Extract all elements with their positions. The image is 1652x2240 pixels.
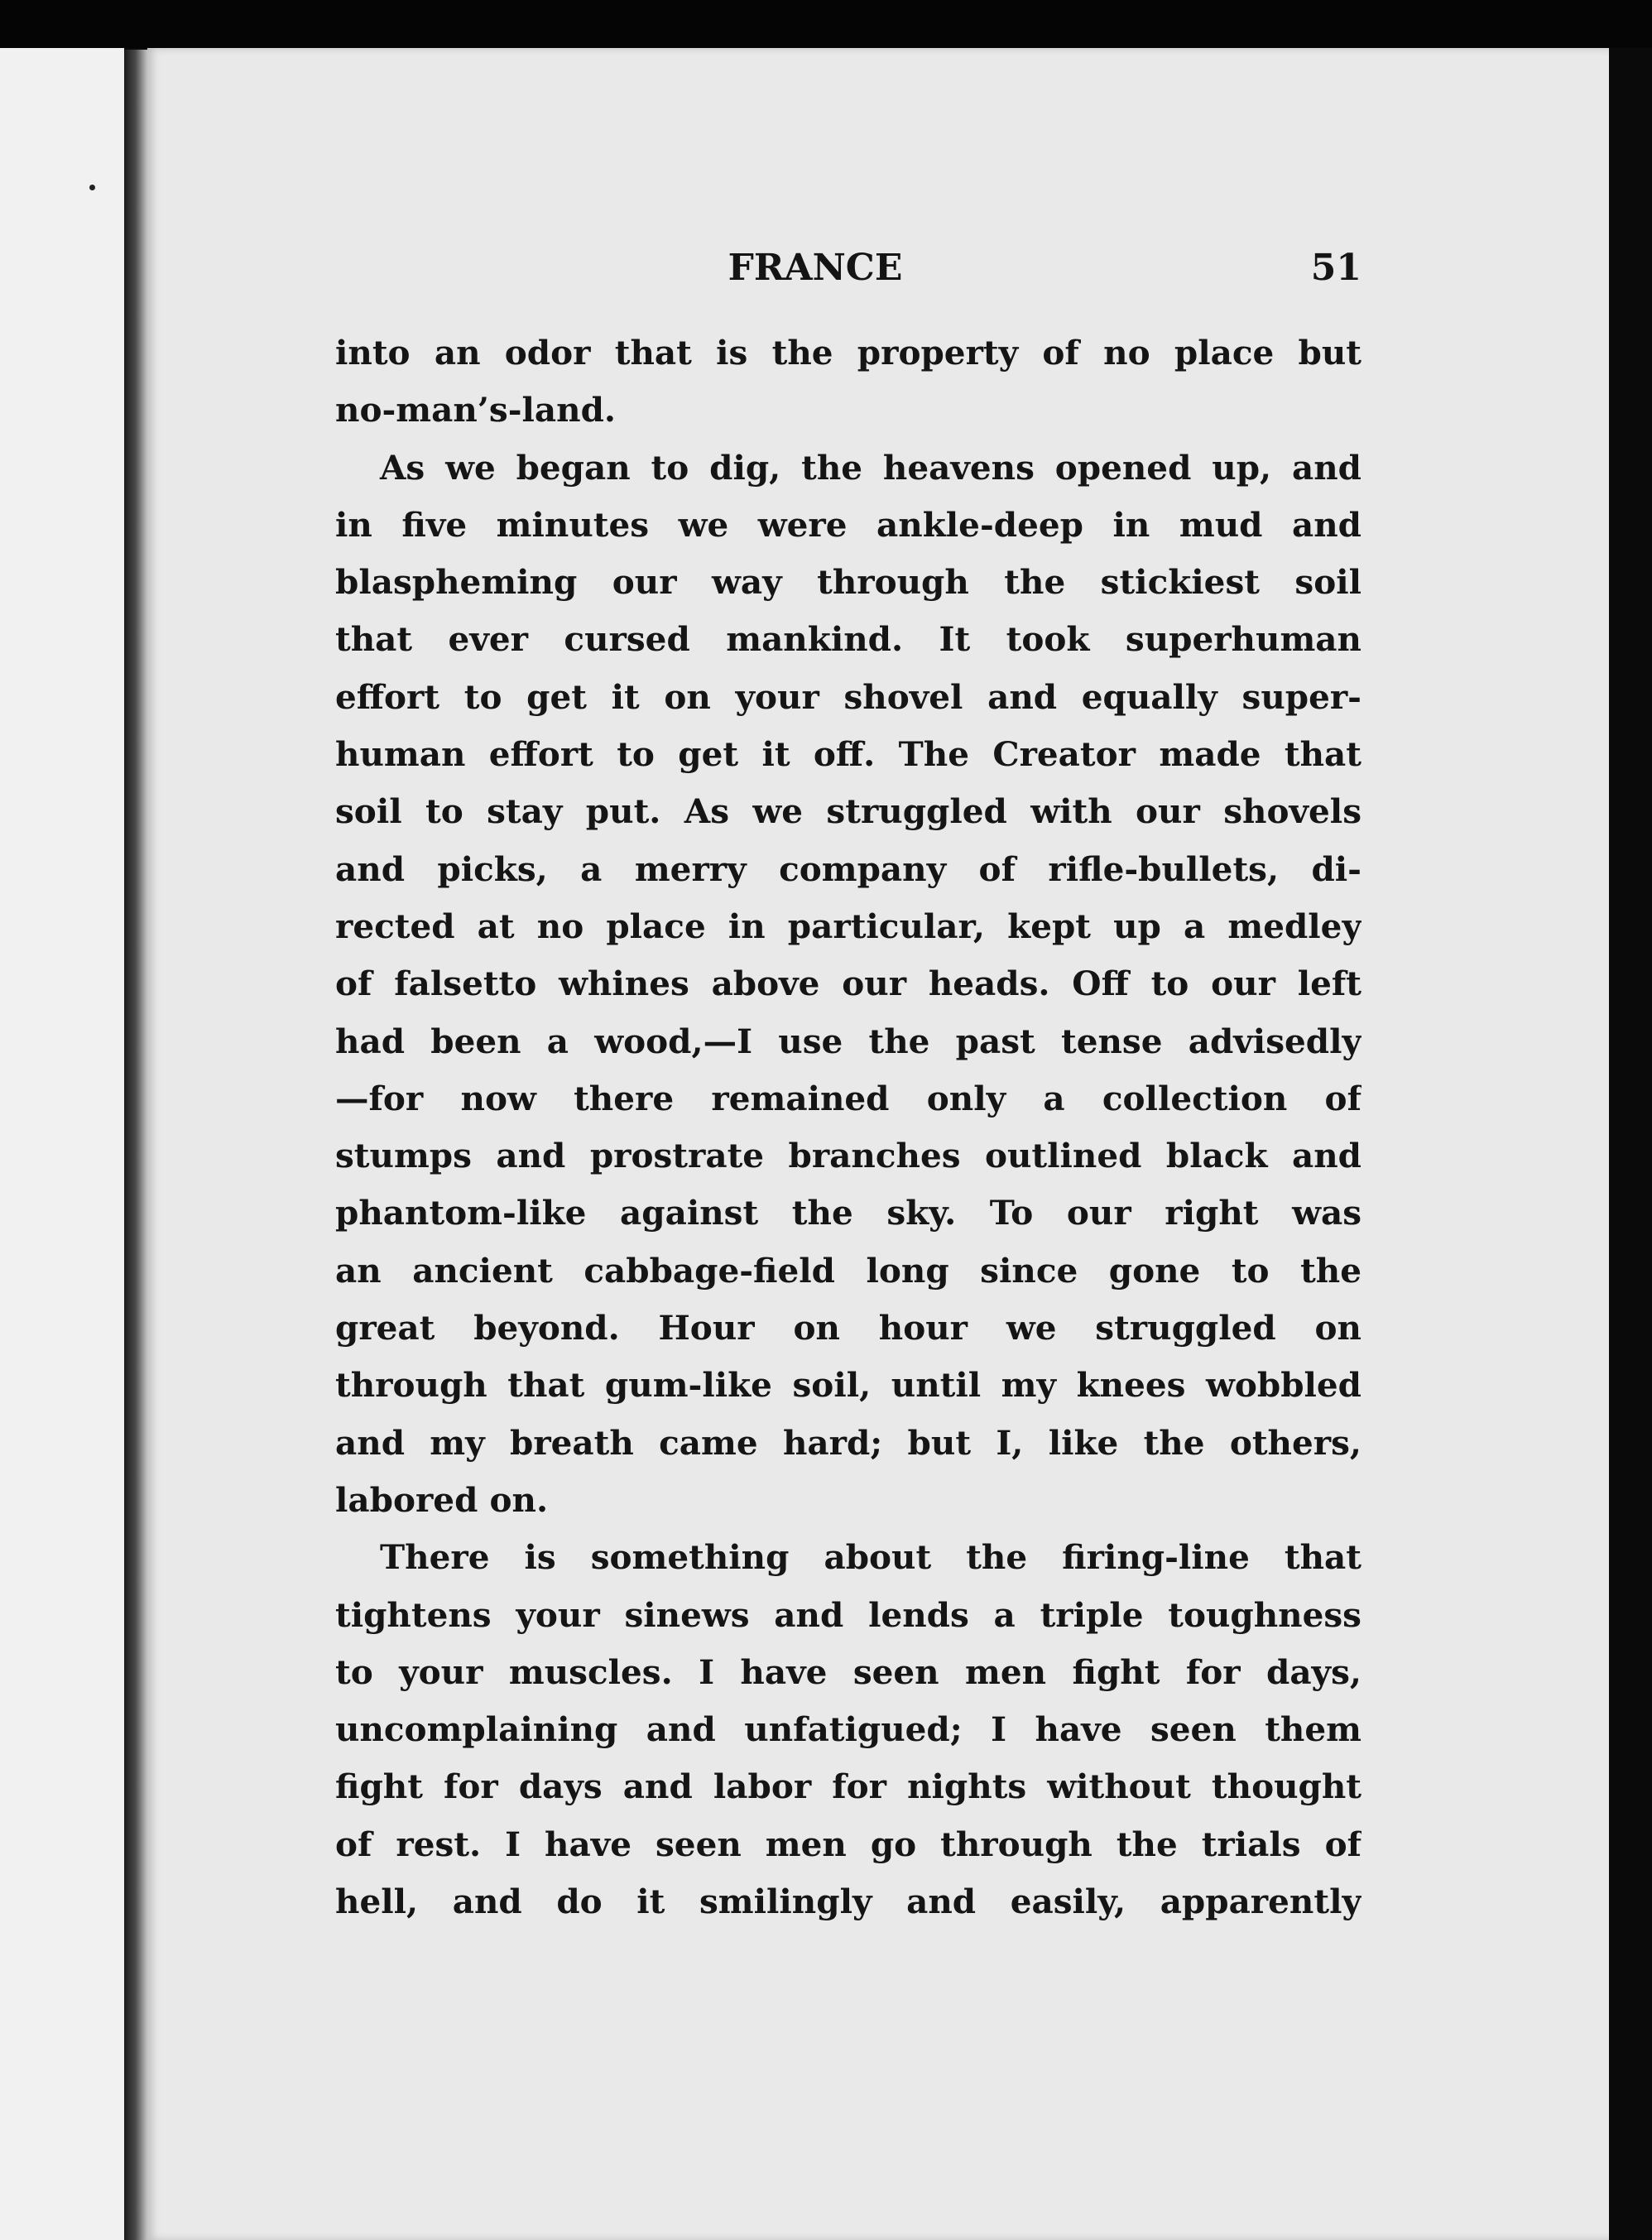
- text-line: and my breath came hard; but I, like the others,: [335, 1422, 1361, 1463]
- text-line: no-man’s-land.: [335, 390, 617, 430]
- text-line: —for now there remained only a collection of: [335, 1078, 1361, 1118]
- text-line: rected at no place in particular, kept up a medley: [335, 906, 1361, 946]
- text-line: fight for days and labor for nights without thought: [335, 1767, 1361, 1807]
- paragraph-2: [335, 440, 1361, 1530]
- text-line: As we began to dig, the heavens opened up, and: [380, 447, 1361, 488]
- body-text: [335, 324, 1361, 1930]
- paragraph-3: [335, 1529, 1361, 1930]
- text-line: phantom-like against the sky. To our right was: [335, 1193, 1361, 1233]
- text-line: that ever cursed mankind. It took superhuman: [335, 619, 1361, 660]
- text-line: stumps and prostrate branches outlined black and: [335, 1136, 1361, 1176]
- paragraph-1: [335, 324, 1361, 440]
- text-line: through that gum-like soil, until my knees wobbled: [335, 1365, 1361, 1406]
- text-line: had been a wood,—I use the past tense advisedly: [335, 1021, 1361, 1061]
- text-line: soil to stay put. As we struggled with our shovels: [335, 791, 1361, 832]
- text-line: in five minutes we were ankle-deep in mud and: [335, 504, 1361, 545]
- facing-page-edge: [0, 48, 124, 2240]
- text-line: uncomplaining and unfatigued; I have seen them: [335, 1709, 1361, 1750]
- text-line: tightens your sinews and lends a triple toughness: [335, 1594, 1361, 1635]
- running-head: [335, 247, 1361, 305]
- text-line: labored on.: [335, 1479, 549, 1520]
- page-number: 51: [1310, 247, 1361, 289]
- scan-right-border: [1609, 48, 1652, 2240]
- text-line: to your muscles. I have seen men fight for days,: [335, 1651, 1361, 1692]
- text-line: blaspheming our way through the stickiest soil: [335, 562, 1361, 603]
- text-line: of falsetto whines above our heads. Off to our left: [335, 964, 1361, 1004]
- text-line: an ancient cabbage-field long since gone to the: [335, 1250, 1361, 1291]
- text-line: effort to get it on your shovel and equally super-: [335, 676, 1361, 717]
- text-line: of rest. I have seen men go through the trials of: [335, 1824, 1361, 1864]
- text-line: great beyond. Hour on hour we struggled on: [335, 1308, 1361, 1348]
- margin-speck: [89, 185, 95, 190]
- scan-top-border: [0, 0, 1652, 48]
- text-line: hell, and do it smilingly and easily, apparently: [335, 1882, 1361, 1922]
- running-title: FRANCE: [728, 247, 903, 289]
- text-line: human effort to get it off. The Creator made that: [335, 734, 1361, 775]
- text-line: into an odor that is the property of no place but: [335, 333, 1361, 373]
- text-line: There is something about the firing-line that: [380, 1537, 1361, 1578]
- text-line: and picks, a merry company of rifle-bullets, di-: [335, 848, 1361, 889]
